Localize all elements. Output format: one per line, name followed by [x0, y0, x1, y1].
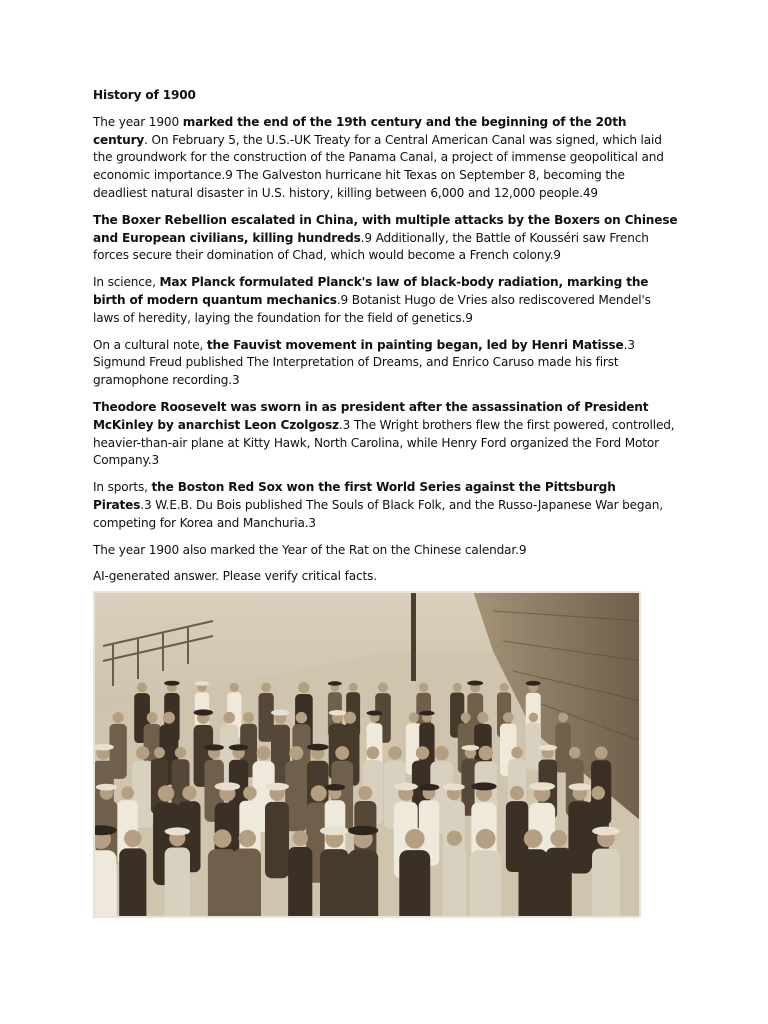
figure-head: [388, 746, 402, 760]
figure-hat: [96, 784, 117, 791]
figure-head: [296, 712, 307, 723]
text-run: The year 1900: [93, 114, 183, 129]
figure-head: [569, 747, 580, 758]
figure-head: [257, 746, 271, 760]
figure-body: [399, 850, 430, 918]
figure-hat: [265, 783, 289, 791]
figure-body: [519, 849, 548, 918]
figure-head: [503, 712, 514, 723]
document-title: History of 1900: [93, 88, 196, 102]
text-run: AI-generated answer. Please verify critical facts.: [93, 569, 377, 584]
figure-head: [500, 683, 509, 692]
figure-head: [137, 682, 147, 692]
figure-head: [416, 746, 429, 759]
figure-hat: [329, 710, 346, 716]
figure-hat: [462, 745, 480, 751]
paragraph-5: [93, 399, 678, 470]
figure-head: [175, 747, 186, 758]
figure-head: [213, 829, 231, 847]
text-run: . On February 5, the U.S.-UK Treaty for a Central American Canal was signed, which laid the groundwork for the construction of the Panama Canal, a project of immense geopolitical and economic importance.9 The Galveston hurricane hit Texas on September 8, becoming the deadliest natural disaster in U.S. history, killing between 6,000 and 12,000 people.49: [93, 132, 664, 200]
figure-hat: [328, 681, 342, 685]
figure-head: [477, 712, 488, 723]
figure-body: [348, 850, 378, 918]
bold-run: Theodore Roosevelt was sworn in as president after the assassination of President McKinley by anarchist Leon Czolgosz: [93, 399, 649, 432]
text-run: .9 Botanist Hugo de Vries also rediscovered Mendel's laws of heredity, laying the foundation for the field of genetics.9: [93, 292, 651, 325]
paragraph-3: [93, 274, 678, 327]
figure-head: [261, 683, 271, 693]
figure-body: [165, 848, 190, 919]
text-run: .3 Sigmund Freud published The Interpretation of Dreams, and Enrico Caruso made his first gramophone recording.3: [93, 337, 635, 388]
figure-hat: [526, 681, 541, 686]
text-run: .9 Additionally, the Battle of Kousséri saw French forces secure their domination of Chad, which would become a French colony.9: [93, 230, 649, 263]
figure-hat: [205, 744, 224, 750]
article-body: [93, 87, 678, 595]
figure-head: [358, 786, 372, 800]
figure-hat: [394, 783, 418, 791]
figure-hat: [443, 784, 465, 791]
figure-hat: [419, 784, 440, 791]
bold-run: marked the end of the 19th century and the beginning of the 20th century: [93, 114, 627, 147]
figure-hat: [194, 709, 213, 715]
text-run: The year 1900 also marked the Year of the Rat on the Chinese calendar.9: [93, 542, 527, 557]
figure-hat: [229, 744, 248, 750]
figure-head: [158, 785, 174, 801]
figure-head: [524, 829, 543, 848]
figure-hat: [471, 782, 496, 790]
figure-hat: [348, 826, 378, 836]
figure-head: [461, 712, 471, 722]
figure-head: [479, 746, 493, 760]
paragraph-2: [93, 212, 678, 265]
figure-head: [121, 786, 134, 799]
figure-head: [558, 713, 568, 723]
figure-head: [311, 785, 327, 801]
figure-head: [163, 712, 175, 724]
figure-body: [208, 849, 237, 918]
figure-hat: [367, 711, 383, 716]
figure-head: [595, 746, 608, 759]
bold-run: the Boston Red Sox won the first World Series against the Pittsburgh Pirates: [93, 480, 616, 512]
figure-head: [298, 682, 309, 693]
figure-body: [93, 850, 117, 918]
figure-head: [378, 682, 388, 692]
figure-hat: [592, 827, 620, 836]
figure-hat: [215, 782, 241, 790]
text-run: On a cultural note,: [93, 337, 207, 352]
figure-head: [230, 683, 239, 692]
figure-head: [409, 712, 419, 722]
figure-hat: [539, 745, 558, 751]
bold-run: the Fauvist movement in painting began, led by Henri Matisse: [206, 337, 624, 352]
figure-head: [239, 830, 256, 847]
bold-run: The Boxer Rebellion escalated in China, with multiple attacks by the Boxers on Chinese and European civilians, killing hundreds: [93, 212, 678, 245]
text-run: .3 W.E.B. Du Bois published The Souls of Black Folk, and the Russo-Japanese War began, competing for Korea and Manchuria.3: [93, 497, 663, 530]
figure-head: [293, 831, 308, 846]
figure-body: [442, 847, 466, 918]
figure-hat: [93, 744, 114, 751]
ai-disclaimer: [93, 568, 678, 586]
figure-body: [288, 847, 312, 918]
text-run: .3 The Wright brothers flew the first powered, controlled, heavier-than-air plane at Kitty Hawk, North Carolina, while Henry Ford organized the Ford Motor Company.3: [93, 417, 675, 468]
figure-body: [592, 849, 620, 918]
figure-head: [344, 712, 356, 724]
bold-run: Max Planck formulated Planck's law of black-body radiation, marking the birth of modern quantum mechanics: [93, 275, 649, 307]
text-run: In sports,: [93, 480, 152, 495]
figure-body: [119, 848, 146, 918]
figure-head: [182, 786, 196, 800]
figure-head: [113, 712, 124, 723]
figure-body: [546, 848, 572, 918]
figure-hat: [271, 710, 290, 716]
paragraph-7: [93, 542, 678, 560]
figure-hat: [325, 784, 346, 791]
group-photograph: [93, 591, 641, 918]
figure-hat: [467, 681, 483, 686]
figure-body: [320, 849, 349, 918]
figure-head: [591, 786, 605, 800]
figure-body: [470, 850, 501, 918]
figure-head: [243, 712, 254, 723]
figure-body: [265, 802, 289, 878]
figure-head: [136, 746, 149, 759]
figure-head: [147, 712, 158, 723]
figure-hat: [569, 783, 592, 790]
figure-head: [335, 746, 349, 760]
figure-head: [367, 746, 380, 759]
paragraph-1: [93, 114, 678, 203]
paragraph-6: [93, 479, 678, 532]
figure-head: [124, 830, 141, 847]
figure-hat: [165, 827, 190, 835]
figure-head: [550, 830, 567, 847]
figure-head: [529, 713, 539, 723]
text-run: In science,: [93, 275, 160, 290]
figure-head: [434, 746, 448, 760]
figure-body: [526, 723, 541, 771]
figure-head: [223, 712, 235, 724]
figure-head: [349, 683, 358, 692]
figure-hat: [320, 826, 349, 835]
figure-body: [234, 849, 261, 919]
figure-head: [511, 747, 522, 758]
figure-head: [447, 831, 462, 846]
figure-hat: [419, 711, 434, 716]
figure-hat: [529, 782, 555, 790]
photo-illustration: [93, 591, 641, 918]
figure-head: [405, 829, 425, 849]
figure-head: [476, 829, 496, 849]
figure-head: [154, 747, 165, 758]
figure-hat: [307, 744, 329, 751]
figure-hat: [164, 681, 179, 686]
figure-head: [510, 786, 524, 800]
figure-head: [243, 786, 257, 800]
paragraph-4: [93, 337, 678, 390]
figure-head: [453, 683, 462, 692]
figure-head: [419, 683, 428, 692]
figure-head: [289, 746, 303, 760]
figure-hat: [195, 681, 209, 686]
